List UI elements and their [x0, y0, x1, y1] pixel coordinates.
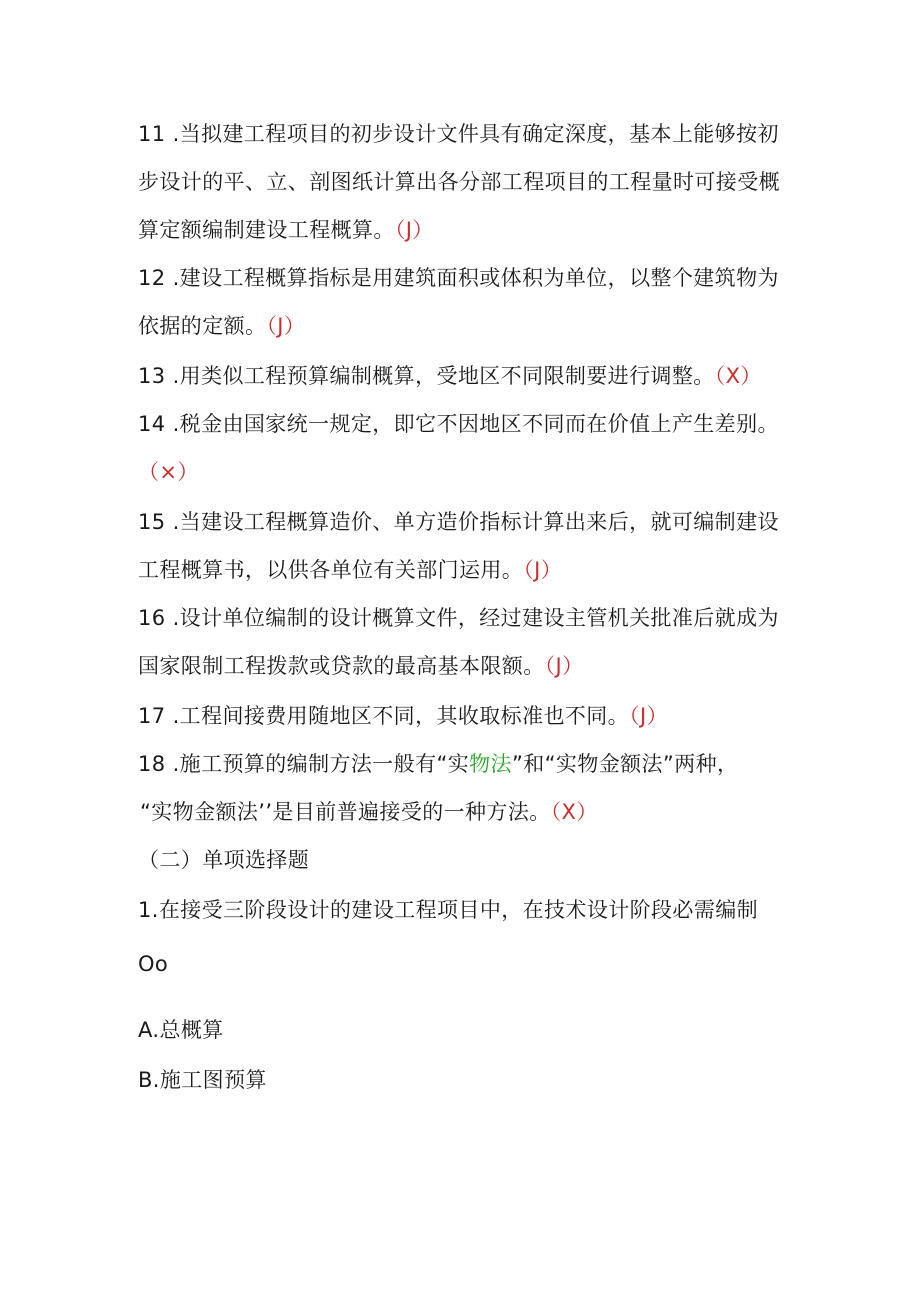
- q18-text-2: “实物金额法’’是目前普遍接受的一种方法。: [140, 800, 551, 824]
- q12-line-1: 12 .建设工程概算指标是用建筑面积或体积为单位，以整个建筑物为: [138, 266, 779, 290]
- q13-answer: （X）: [714, 364, 762, 388]
- q15-text: 工程概算书，以供各单位有关部门运用。: [138, 558, 524, 582]
- q18-text-a: 18 .施工预算的编制方法一般有“实: [138, 752, 470, 776]
- q16-line-1: 16 .设计单位编制的设计概算文件，经过建设主管机关批准后就成为: [138, 606, 779, 630]
- q13-text: 13 .用类似工程预算编制概算，受地区不同限制要进行调整。: [138, 364, 715, 388]
- q15-line-1: 15 .当建设工程概算造价、单方造价指标计算出来后，就可编制建设: [138, 510, 779, 534]
- q18-line-1: [138, 749, 738, 779]
- choice-option-a: A.总概算: [138, 1018, 224, 1042]
- choice-q1-line-1: 1.在接受三阶段设计的建设工程项目中，在技术设计阶段必需编制: [138, 898, 759, 922]
- q18-answer: （X）: [550, 800, 598, 824]
- q17-text: 17 .工程间接费用随地区不同，其收取标准也不同。: [138, 704, 630, 728]
- q12-line-2: [138, 311, 305, 341]
- q11-answer: （J）: [394, 218, 434, 242]
- q18-text-highlight: 物法: [469, 752, 512, 776]
- q17-answer: （J）: [629, 704, 668, 728]
- q12-answer: （J）: [266, 314, 306, 338]
- choice-q1-blank: Oo: [138, 952, 169, 976]
- q18-text-c: ”和“实物金额法”两种，: [511, 752, 739, 776]
- choice-option-b: B.施工图预算: [138, 1068, 267, 1092]
- q11-line-2: 步设计的平、立、剖图纸计算出各分部工程项目的工程量时可接受概: [138, 170, 780, 194]
- q18-line-2: [140, 797, 598, 827]
- q14-line-1: 14 .税金由国家统一规定，即它不因地区不同而在价值上产生差别。: [138, 412, 779, 436]
- q13-line-1: [138, 361, 762, 391]
- q16-line-2: [138, 651, 584, 681]
- q11-line-3: [138, 215, 434, 245]
- q17-line-1: [138, 701, 668, 731]
- q12-text: 依据的定额。: [138, 314, 267, 338]
- q16-answer: （J）: [544, 654, 584, 678]
- q15-line-2: [138, 555, 562, 585]
- q14-answer: （×）: [138, 460, 199, 484]
- q11-text: 算定额编制建设工程概算。: [138, 218, 395, 242]
- q16-text: 国家限制工程拨款或贷款的最高基本限额。: [138, 654, 545, 678]
- q15-answer: （J）: [523, 558, 563, 582]
- section-heading: （二）单项选择题: [138, 848, 310, 872]
- q11-line-1: 11 .当拟建工程项目的初步设计文件具有确定深度，基本上能够按初: [138, 122, 779, 146]
